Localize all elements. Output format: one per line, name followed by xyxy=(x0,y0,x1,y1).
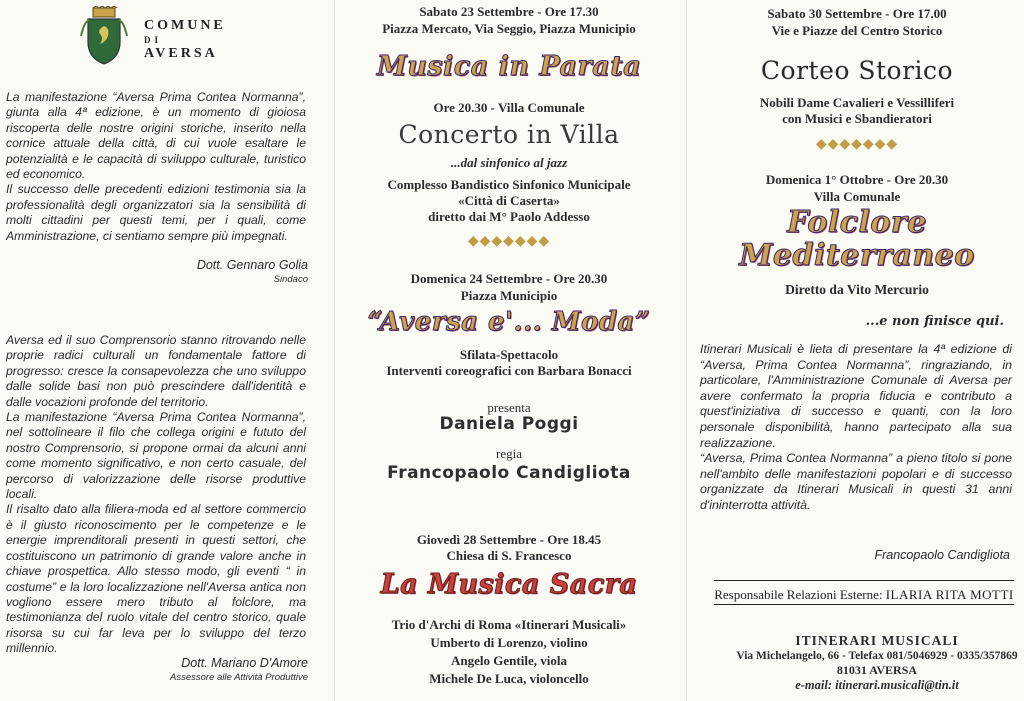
assessor-name: Dott. Mariano D'Amore xyxy=(181,656,308,670)
event3-director: Francopaolo Candigliota xyxy=(387,463,631,483)
event1-title: Musica in Parata xyxy=(376,51,642,82)
org-email: e-mail: itinerari.musicali@tin.it xyxy=(795,678,959,692)
coat-of-arms-icon xyxy=(78,6,130,66)
mayor-message xyxy=(6,90,306,244)
event2-line1: Complesso Bandistico Sinfonico Municipale xyxy=(387,177,631,192)
comune-line2: DI xyxy=(144,34,163,45)
assessor-paragraph-3: Il risalto dato alla filiera-moda ed al settore commercio è il giusto riconoscimento per le competenze e le energie imprenditorali presenti in questi settori, che costituiscono un patrimonio di grande valore anche in chiave prospettica. Allo stesso modo, gli eventi “ in costume” e la loro localizzazione nell'Aversa antica non vogliono essere mero tributo al folclore, ma testimonianza del ruolo vitale del centro storico, quale risorsa su cui far leva per lo sviluppo del terzo millennio. xyxy=(6,502,306,656)
event3-line2: Interventi coreografici con Barbara Bonacci xyxy=(386,363,632,378)
assessor-message xyxy=(6,333,306,657)
event4-title: La Musica Sacra xyxy=(380,569,638,600)
fold-line-left xyxy=(334,0,335,701)
event5-line1: Nobili Dame Cavalieri e Vessilliferi xyxy=(759,95,955,110)
organizer-message xyxy=(700,342,1012,514)
pr-contact xyxy=(714,587,1014,603)
event2-time: Ore 20.30 - Villa Comunale xyxy=(433,100,585,115)
assessor-paragraph-1: Aversa ed il suo Comprensorio stanno ritrovando nelle proprie radici culturali un fondamentale fattore di progresso: cresce la consapevolezza che uno sviluppo dalle solide basi non può prescindere dall'identità e dalle vocazioni profonde del territorio. xyxy=(6,333,306,409)
mayor-signature xyxy=(197,258,308,285)
event6-place: Villa Comunale xyxy=(813,189,901,204)
event6-title-2: Mediterraneo xyxy=(739,238,975,273)
event4-line2: Umberto di Lorenzo, violino xyxy=(430,635,588,650)
event1-place: Piazza Mercato, Via Seggio, Piazza Municipio xyxy=(382,21,636,36)
organizer-paragraph-1: Itinerari Musicali è lieta di presentare la 4ª edizione di “Aversa, Prima Contea Normanna”, ringraziando, in particolare, l'Amministrazione Comunale di Aversa per avere confermato la propria fiducia e contributo a quest'iniziativa di successo e quanti, con la loro personale disponibilità, hanno partecipato alla sua realizzazione. xyxy=(700,342,1012,450)
event2-subtitle: ...dal sinfonico al jazz xyxy=(450,155,568,170)
continues-note: ...e non finisce qui. xyxy=(865,314,1004,329)
fold-line-right xyxy=(686,0,687,701)
organizer-signature: Francopaolo Candigliota xyxy=(874,548,1010,562)
event5-line2: con Musici e Sbandieratori xyxy=(782,111,932,126)
event2-title: Concerto in Villa xyxy=(398,120,620,149)
mayor-paragraph-1: La manifestazione “Aversa Prima Contea Normanna”, giunta alla 4ª edizione, è un momento di gioiosa riscoperta delle nostre origini storiche, inserito nella cornice attuale della città, di cui vuole esaltare le potenzialità e le capacità di sviluppo culturale, turistico ed economico. xyxy=(6,90,306,182)
pr-label: Responsabile Relazioni Esterne: xyxy=(714,587,883,602)
assessor-paragraph-2: La manifestazione “Aversa Prima Contea Normanna”, nel sottolineare il filo che collega origini e fututo del nostro Comprensorio, si propone ormai da alcuni anni come momento significativo, e non certo casuale, del percorso di valorizzazione delle risorse produttive locali. xyxy=(6,410,306,502)
event4-line3: Angelo Gentile, viola xyxy=(451,653,567,668)
comune-line1: COMUNE xyxy=(144,18,226,33)
event5-title: Corteo Storico xyxy=(760,56,954,85)
pr-name: ILARIA RITA MOTTI xyxy=(885,587,1014,602)
assessor-signature xyxy=(170,656,308,683)
event3-date: Domenica 24 Settembre - Ore 20.30 xyxy=(410,271,608,286)
comune-header xyxy=(78,6,278,66)
assessor-role: Assessore alle Attività Produttive xyxy=(170,672,308,683)
mayor-role: Sindaco xyxy=(273,274,308,285)
ornament-divider-right: ◆◆◆◆◆◆◆ xyxy=(815,136,899,152)
mayor-paragraph-2: Il successo delle precedenti edizioni testimonia sia la professionalità degli organizzatori sia la sensibilità di molti cittadini per questi temi, per i quali, come Amministrazione, ci sentiamo sempre più impegnati. xyxy=(6,182,306,243)
mayor-name: Dott. Gennaro Golia xyxy=(196,258,308,272)
org-city: 81031 AVERSA xyxy=(836,663,918,677)
organizer-paragraph-2: “Aversa, Prima Contea Normanna” a pieno titolo si pone nell'ambito delle manifestazioni popolari e di successo organizzate da Itinerari Musicali in questi 31 anni d'ininterrotta attività. xyxy=(700,451,1012,512)
event3-place: Piazza Municipio xyxy=(460,288,558,303)
pr-rule-top xyxy=(714,580,1014,581)
event6-date: Domenica 1° Ottobre - Ore 20.30 xyxy=(765,172,949,187)
event5-place: Vie e Piazze del Centro Storico xyxy=(771,23,943,38)
ornament-divider: ◆◆◆◆◆◆◆ xyxy=(467,233,551,249)
org-address: Via Michelangelo, 66 - Telefax 081/5046929 - 0335/357869 xyxy=(736,650,1018,662)
event6-title-1: Folclore xyxy=(787,205,927,240)
event3-regia: regia xyxy=(496,446,522,461)
event4-place: Chiesa di S. Francesco xyxy=(446,548,572,563)
event4-line4: Michele De Luca, violoncello xyxy=(429,671,589,686)
event3-line1: Sfilata-Spettacolo xyxy=(459,347,559,362)
event3-presenter: Daniela Poggi xyxy=(439,414,579,434)
comune-line3: AVERSA xyxy=(144,45,218,61)
event6-line1: Diretto da Vito Mercurio xyxy=(785,282,929,297)
middle-panel xyxy=(338,0,680,701)
event5-date: Sabato 30 Settembre - Ore 17.00 xyxy=(767,6,947,21)
event2-line3: diretto dai M° Paolo Addesso xyxy=(428,209,590,224)
event3-title: “Aversa e'... Moda” xyxy=(367,307,651,337)
event4-line1: Trio d'Archi di Roma «Itinerari Musicali» xyxy=(391,617,627,632)
event1-date: Sabato 23 Settembre - Ore 17.30 xyxy=(419,4,599,19)
pr-rule-bottom xyxy=(714,604,1014,605)
event3-presenta: presenta xyxy=(487,400,531,415)
org-name: ITINERARI MUSICALI xyxy=(795,633,959,648)
right-panel xyxy=(690,0,1024,701)
event2-line2: «Città di Caserta» xyxy=(458,193,560,208)
comune-title xyxy=(144,18,226,62)
left-panel xyxy=(0,0,330,701)
event4-date: Giovedì 28 Settembre - Ore 18.45 xyxy=(416,532,602,547)
